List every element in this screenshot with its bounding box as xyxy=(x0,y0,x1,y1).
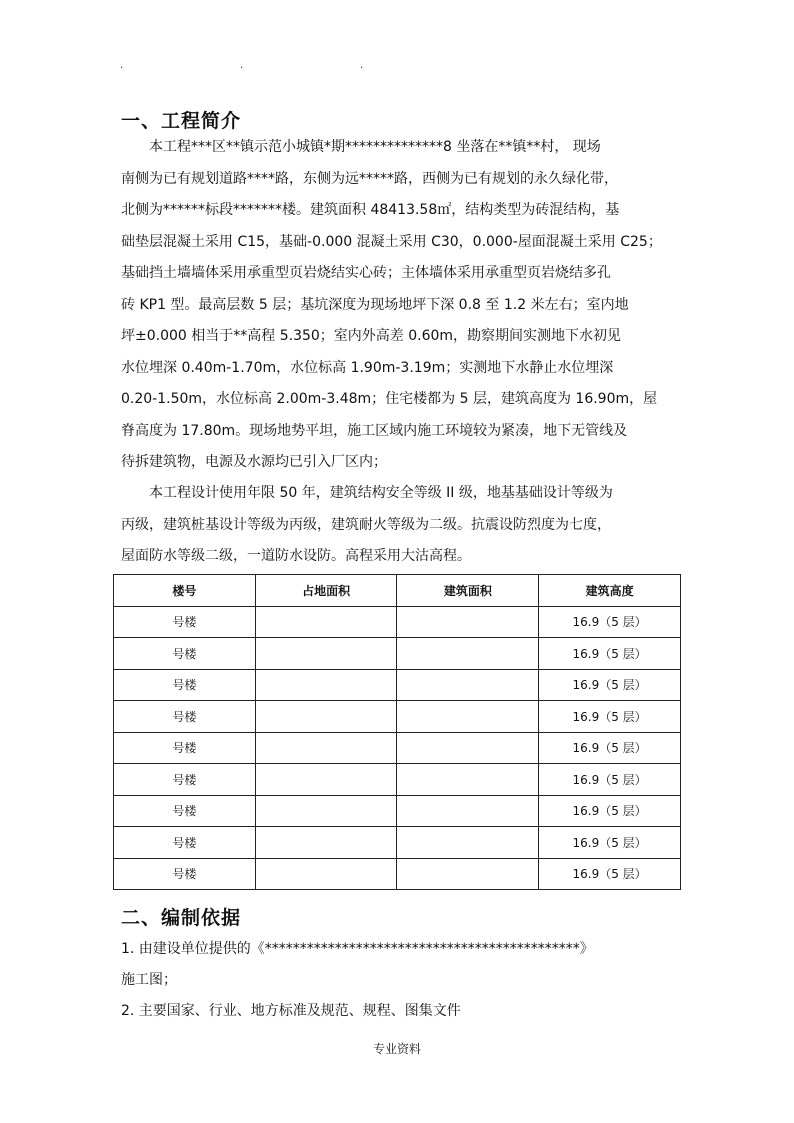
table-row xyxy=(114,606,681,638)
cell-height: 16.9（5 层） xyxy=(539,795,681,827)
cell-height: 16.9（5 层） xyxy=(539,732,681,764)
page-footer: 专业资料 xyxy=(372,1042,421,1056)
cell-height: 16.9（5 层） xyxy=(539,638,681,670)
header-mark: . xyxy=(120,60,124,71)
paragraph-line: 南侧为已有规划道路****路，东侧为远*****路，西侧为已有规划的永久绿化带， xyxy=(121,170,618,187)
table-row xyxy=(114,669,681,701)
table-row xyxy=(114,858,681,890)
cell-height: 16.9（5 层） xyxy=(539,701,681,733)
cell-land-area xyxy=(255,732,397,764)
section1-paragraph-1 xyxy=(121,132,681,479)
cell-land-area xyxy=(255,858,397,890)
cell-floor-area xyxy=(397,827,539,859)
paragraph-line: 砖 KP1 型。最高层数 5 层；基坑深度为现场地坪下深 0.8 至 1.2 米左右；室内地 xyxy=(121,296,629,313)
cell-floor-area xyxy=(397,606,539,638)
building-table xyxy=(113,574,681,890)
paragraph-line: 0.20-1.50m，水位标高 2.00m-3.48m；住宅楼都为 5 层，建筑高度为 16.90m，屋 xyxy=(121,391,658,407)
table-row xyxy=(114,638,681,670)
paragraph-line: 待拆建筑物，电源及水源均已引入厂区内； xyxy=(121,454,387,470)
table-row xyxy=(114,732,681,764)
paragraph-line: 北侧为******标段*******楼。建筑面积 48413.58㎡，结构类型为砖混结构，基 xyxy=(121,202,620,218)
table-row xyxy=(114,827,681,859)
cell-floor-area xyxy=(397,795,539,827)
basis-list xyxy=(121,934,594,1027)
cell-building-no: 号楼 xyxy=(114,701,256,733)
paragraph-line: 坪±0.000 相当于**高程 5.350；室内外高差 0.60m，勘察期间实测地下水初见 xyxy=(121,328,622,344)
cell-land-area xyxy=(255,606,397,638)
cell-building-no: 号楼 xyxy=(114,638,256,670)
cell-height: 16.9（5 层） xyxy=(539,764,681,796)
paragraph-line: 屋面防水等级二级，一道防水设防。高程采用大沽高程。 xyxy=(121,548,471,564)
section2-title: 二、编制依据 xyxy=(121,907,242,929)
paragraph-line: 水位埋深 0.40m-1.70m，水位标高 1.90m-3.19m；实测地下水静止水位埋深 xyxy=(121,359,614,376)
cell-building-no: 号楼 xyxy=(114,732,256,764)
cell-height: 16.9（5 层） xyxy=(539,606,681,638)
header-mark: . xyxy=(240,60,244,71)
cell-building-no: 号楼 xyxy=(114,858,256,890)
cell-land-area xyxy=(255,638,397,670)
cell-height: 16.9（5 层） xyxy=(539,858,681,890)
list-item: 2. 主要国家、行业、地方标准及规范、规程、图集文件 xyxy=(121,1003,461,1019)
header-mark: . xyxy=(360,60,364,71)
cell-floor-area xyxy=(397,732,539,764)
cell-height: 16.9（5 层） xyxy=(539,669,681,701)
cell-land-area xyxy=(255,701,397,733)
cell-floor-area xyxy=(397,701,539,733)
table-header-row xyxy=(114,575,681,607)
header-floor-area: 建筑面积 xyxy=(397,575,539,607)
table-row xyxy=(114,701,681,733)
cell-building-no: 号楼 xyxy=(114,669,256,701)
header-building-no: 楼号 xyxy=(114,575,256,607)
paragraph-line: 基础挡土墙墙体采用承重型页岩烧结实心砖；主体墙体采用承重型页岩烧结多孔 xyxy=(121,265,611,281)
cell-floor-area xyxy=(397,669,539,701)
paragraph-line: 丙级，建筑桩基设计等级为丙级，建筑耐火等级为二级。抗震设防烈度为七度， xyxy=(121,516,611,533)
list-item: 施工图； xyxy=(121,972,177,988)
cell-land-area xyxy=(255,827,397,859)
cell-building-no: 号楼 xyxy=(114,764,256,796)
cell-height: 16.9（5 层） xyxy=(539,827,681,859)
table-row xyxy=(114,795,681,827)
cell-land-area xyxy=(255,669,397,701)
section1-paragraph-2 xyxy=(121,478,681,573)
header-land-area: 占地面积 xyxy=(255,575,397,607)
table-row xyxy=(114,764,681,796)
header-marks xyxy=(120,60,480,71)
cell-building-no: 号楼 xyxy=(114,795,256,827)
paragraph-line: 础垫层混凝土采用 C15，基础-0.000 混凝土采用 C30，0.000-屋面混凝土采用 C25； xyxy=(121,233,662,250)
cell-floor-area xyxy=(397,638,539,670)
list-item: 1. 由建设单位提供的《*********************************************》 xyxy=(121,941,594,957)
paragraph-line: 脊高度为 17.80m。现场地势平坦，施工区域内施工环境较为紧凑，地下无管线及 xyxy=(121,422,628,439)
header-height: 建筑高度 xyxy=(539,575,681,607)
cell-land-area xyxy=(255,764,397,796)
cell-land-area xyxy=(255,795,397,827)
cell-building-no: 号楼 xyxy=(114,827,256,859)
cell-floor-area xyxy=(397,858,539,890)
cell-building-no: 号楼 xyxy=(114,606,256,638)
section1-title: 一、工程简介 xyxy=(121,110,242,132)
paragraph-line: 本工程设计使用年限 50 年，建筑结构安全等级 II 级，地基基础设计等级为 xyxy=(149,485,613,501)
paragraph-line: 本工程***区**镇示范小城镇*期**************8 坐落在**镇**村， 现场 xyxy=(149,139,601,155)
cell-floor-area xyxy=(397,764,539,796)
